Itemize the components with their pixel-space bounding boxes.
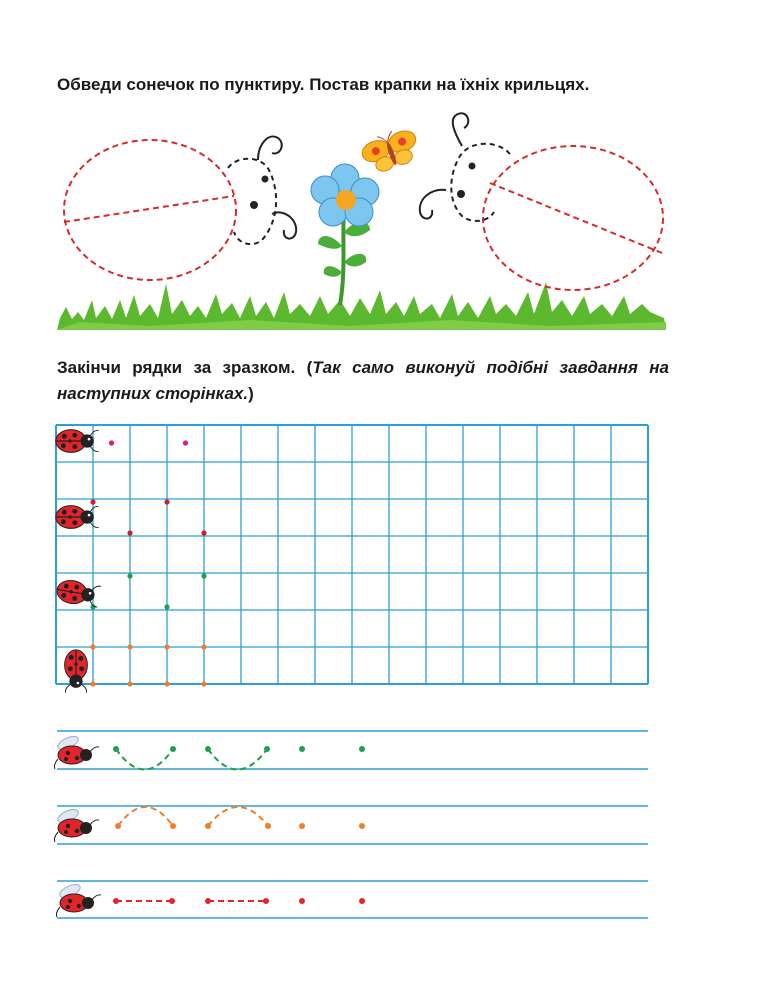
grid-dot [127, 681, 132, 686]
grid-dot [90, 499, 95, 504]
lined-dot [170, 823, 176, 829]
grid-exercise [56, 425, 648, 684]
ladybug-icon [65, 650, 88, 693]
ladybug-trace-left[interactable] [64, 137, 296, 280]
lined-dot [299, 746, 305, 752]
lined-dot [299, 823, 305, 829]
flower-icon [311, 164, 379, 305]
ladybug-icon [55, 578, 101, 608]
grid-dot [90, 644, 95, 649]
grid-dot [164, 604, 169, 609]
grid-dot [201, 644, 206, 649]
task2-instruction-end: ) [248, 384, 254, 403]
ladybug-wing-icon [54, 734, 99, 769]
lined-dot [359, 746, 365, 752]
grid-dot [164, 644, 169, 649]
grid-dot [201, 573, 206, 578]
lined-exercise[interactable] [57, 731, 648, 918]
grid-dots[interactable] [90, 440, 206, 686]
trace-path [208, 807, 268, 826]
grid-dot [183, 440, 188, 445]
ladybug-wing-icon [56, 882, 101, 917]
grid-dot [164, 681, 169, 686]
grid-dot [109, 440, 114, 445]
grid-dot [201, 530, 206, 535]
grid-dot [164, 499, 169, 504]
task2-instruction-start: Закінчи рядки за зразком. ( [57, 358, 313, 377]
butterfly-icon [358, 125, 423, 177]
trace-path [208, 749, 267, 770]
ladybug-wing-icon [54, 807, 99, 842]
trace-path [118, 807, 173, 826]
ladybug-icon [56, 506, 99, 529]
task2-instruction-italic: Так само виконуй подібні завдання на наступних сторінках. [57, 358, 669, 403]
grid-dot [127, 644, 132, 649]
ladybug-icon [56, 430, 99, 453]
lined-dot [359, 823, 365, 829]
grid-dot [201, 681, 206, 686]
lined-dot [359, 898, 365, 904]
trace-path [116, 749, 173, 770]
task1-instruction: Обведи сонечок по пунктиру. Постав крапки на їхніх крильцях. [57, 75, 590, 94]
grid-dot [90, 681, 95, 686]
ladybug-trace-right[interactable] [420, 113, 663, 290]
lined-dot [299, 898, 305, 904]
grid-dot [127, 573, 132, 578]
grid-dot [127, 530, 132, 535]
